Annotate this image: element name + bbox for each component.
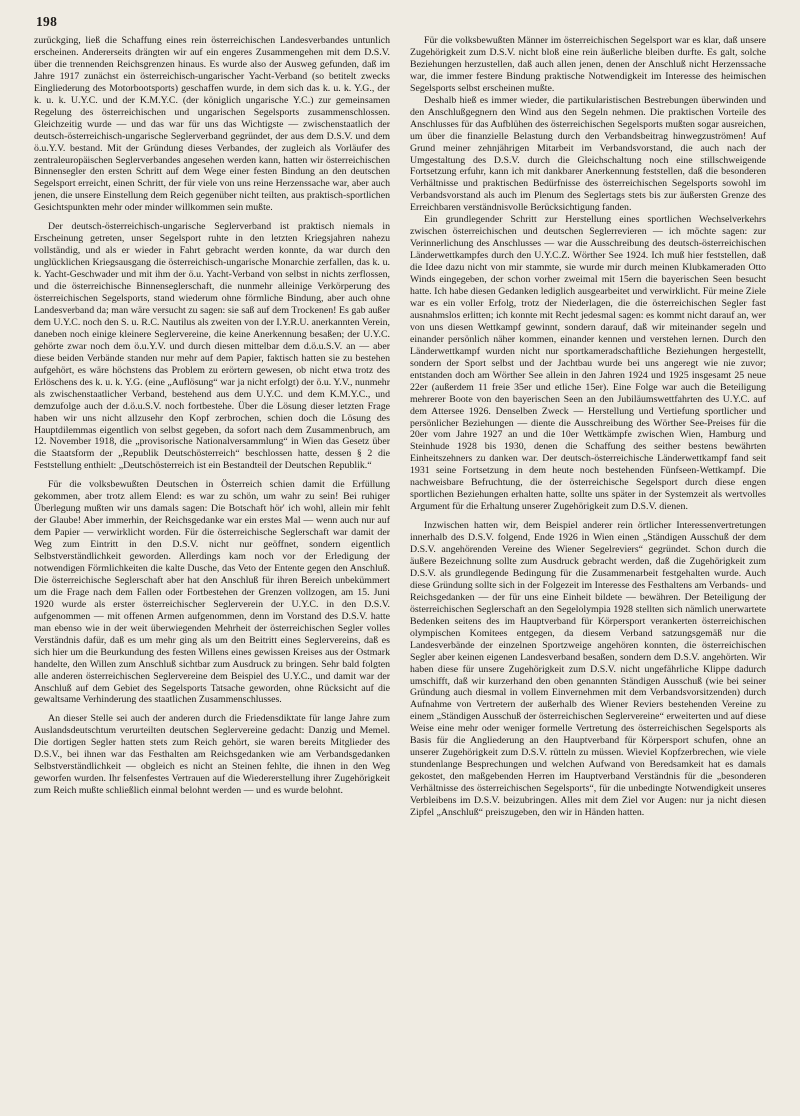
left-column [34,35,390,819]
paragraph: An dieser Stelle sei auch der anderen durch die Friedensdiktate für lange Jahre zum Auslandsdeutschtum verurteilten deutschen Seglervereine gedacht: Danzig und Memel. Die dortigen Segler hatten stets zum Reich gehört, sie waren bereits Mitglieder des D.S.V., bei ihnen war das Festhalten am Reichsgedanken wie am Verbandsgedanken Selbstverständlichkeit — obgleich es nicht an Steinen fehlte, die ihnen in den Weg geworfen wurden. Ihr felsenfestes Vertrauen auf die Wiedererstellung ihrer Zugehörigkeit zum Reich mußte schließlich einmal belohnt werden — und es wurde belohnt. [34,713,390,797]
paragraph: Ein grundlegender Schritt zur Herstellung eines sportlichen Wechselverkehrs zwischen österreichischen und deutschen Seglerrevieren — ich möchte sagen: zur Verinnerlichung des Anschlusses — war die Ausschreibung des deutsch-österreichischen Länderwettkampfes durch den U.Y.C.Z. Wörther See 1924. Ich muß hier feststellen, daß die Idee dazu nicht von mir stammte, sie wurde mir durch meinen Klubkameraden Otto Winds eingegeben, der schon vorher zweimal mit 15ern die bayerischen Seen besucht hatte. Ich habe diesen Gedanken lediglich ausgearbeitet und verwirklicht. Für meine Ziele war es ein voller Erfolg, trotz der Niederlagen, die die österreichischen Segler fast ausnahmslos erlitten; ich konnte mit Recht jedesmal sagen: es kommt nicht darauf an, wer von uns diesen Wettkampf gewinnt, sondern darauf, daß wir miteinander segeln und einander persönlich näher kommen, einander kennen und verstehen lernen. Durch den Länderwettkampf wurden nicht nur sportkameradschaftliche Beziehungen hergestellt, sondern der Sport selbst und der Jachtbau wurde bei uns angeregt wie nie zuvor; entstanden doch am Wörther See allein in den Jahren 1924 und 1925 insgesamt 25 neue 22er (außerdem 11 freie 35er und etliche 15er). Eine Folge war auch die Beteiligung mehrerer Boote von den bayerischen Seen an den Jubiläumswettfahrten des U.Y.C. auf dem Attersee 1926. Denselben Zweck — Herstellung und Vertiefung sportlicher und persönlicher Beziehungen — diente die Ausschreibung des Wörther See-Preises für die 20er vom Jahre 1927 an und die 10er Wettkämpfe zwischen Wien, Hamburg und Steinhude 1928 bis 1930, denen die Schaffung des seither bestens bewährten Einheitszehners zu danken war. Der deutsch-österreichische Länderwettkampf fand seit 1931 seine Fortsetzung in dem heute noch bestehenden Fünfseen-Wettkampf. Die nachweisbare Befruchtung, die der österreichische Segelsport durch diese engen sportlichen Beziehungen erhalten hatte, sollte uns später in der Systemzeit als wertvolles Argument für die Erhaltung unserer Zugehörigkeit zum D.S.V. dienen. [410,214,766,513]
paragraph: Deshalb hieß es immer wieder, die partikularistischen Bestrebungen überwinden und den Anschlußgegnern den Wind aus den Segeln nehmen. Die praktischen Vorteile des Anschlusses für das Aufblühen des österreichischen Segelsports mußten sogar ausreichen, um über die finanzielle Belastung durch den Verbandsbeitrag hinwegzuströmen! Auf Grund meiner zehnjährigen Mitarbeit im Verbandsvorstand, die auch nach der Umgestaltung des D.S.V. durch die Gleichschaltung noch eine stillschweigende Fortsetzung erfuhr, kann ich mit dankbarer Anerkennung feststellen, daß die besonderen Verhältnisse und praktischen Bedürfnisse des österreichischen Segelsports sowohl im Verbandsvorstand als auch im Plenum des Seglertags stets bis zur äußersten Grenze des Erreichbaren verständnisvolle Berücksichtigung fanden. [410,94,766,214]
paragraph: Für die volksbewußten Männer im österreichischen Segelsport war es klar, daß unsere Zugehörigkeit zum D.S.V. nicht bloß eine rein äußerliche bleiben durfte. Es galt, solche Beziehungen herzustellen, daß auch allen jenen, denen der Anschluß nicht Herzenssache war, die immer festere Bindung praktische Notwendigkeit im Interesse des heimischen Segelsports selbst erscheinen mußte. [410,35,766,94]
page-number: 198 [36,14,58,29]
paragraph: Der deutsch-österreichisch-ungarische Seglerverband ist praktisch niemals in Erscheinung getreten, unser Segelsport ruhte in den letzten Kriegsjahren nahezu vollständig, und als er wieder in Fahrt gebracht werden konnte, da war durch den unglücklichen Kriegsausgang die österreichisch-ungarische Monarchie zerfallen, das k. u. k. Yacht-Geschwader und mit ihm der ö.u. Yacht-Verband von selbst in nichts zerflossen, und die österreichische Binnenseglerschaft, die nunmehr alleinige Verkörperung des österreichischen Segelsports, stand wiederum ohne förmliche Bindung, aber auch ohne Landesverband da; man wäre versucht zu sagen: sie saß auf dem Trockenen! Es gab außer dem U.Y.C. noch den S. u. R.C. Nautilus als zweiten von der I.Y.R.U. anerkannten Verein, daneben noch einige kleinere Seglervereine, die keine Anerkennung besaßen; der U.Y.C. gehörte zwar noch dem ö.u.Y.V. und durch diesen mittelbar dem d.ö.u.S.V. an — aber diese beiden Verbände standen nur mehr auf dem Papier, faktisch hatten sie zu bestehen aufgehört, es wäre höchstens das Problem zu erörtern gewesen, ob nicht etwa trotz des Erlöschens des k. u. k. Y.G. (eine „Auflösung“ war ja nicht erfolgt) der ö.u. Y.V., nunmehr als zwischenstaatlicher Verband, bestehend aus dem U.Y.C. und dem K.M.Y.C., und demzufolge auch der d.ö.u.S.V. noch fortbestehe. Über die Lösung dieser letzten Frage haben wir uns nicht allzusehr den Kopf zerbrochen, schien doch die Lösung des Hauptdilemmas eigentlich von selbst gegeben, da sofort nach dem Zusammenbruch, am 12. November 1918, die „provisorische Nationalversammlung“ in Wien das Gesetz über die Staatsform der „Republik Deutschösterreich“ beschlossen hatte, dessen § 2 die Feststellung enthielt: „Deutschösterreich ist ein Bestandteil der Deutschen Republik.“ [34,221,390,472]
right-column [410,35,766,819]
paragraph: Inzwischen hatten wir, dem Beispiel anderer rein örtlicher Interessenvertretungen innerhalb des D.S.V. folgend, Ende 1926 in Wien einen „Ständigen Ausschuß der dem D.S.V. angehörenden Vereine des Wiener Segelreviers“ gegründet. Schon durch die äußere Bezeichnung sollte zum Ausdruck gebracht werden, daß die Zugehörigkeit zum D.S.V. als grundlegende Bedingung für die Zusammenarbeit festgehalten wurde. Auch diese Gründung sollte sich in der Folgezeit im Interesse des Festhaltens am Verbands- und Reichsgedanken — der für uns eine Einheit bildete — bewähren. Der Beteiligung der österreichischen Seglerschaft an den Segelolympia 1928 stellten sich nämlich unerwartete Bedenken seitens des im Hauptverband für Körpersport verankerten österreichischen olympischen Komitees entgegen, da diesem Verband satzungsgemäß nur die Landesverbände der einzelnen Sportzweige angehören konnten, die österreichischen Segler aber keinen eigenen Landesverband besaßen, sondern dem D.S.V. angehörten. Wir haben diese für unsere Zugehörigkeit zum D.S.V. nicht ungefährliche Klippe dadurch umschifft, daß wir kurzerhand den oben genannten Ständigen Ausschuß (wie bei seiner Gründung auch diesmal in vollem Einvernehmen mit dem Verbandsvorsitzenden) durch Aufnahme von Vertretern der außerhalb des Wiener Reviers bestehenden Vereine zu einem „Ständigen Ausschuß der österreichischen Seglervereine“ erweiterten und auf diese Weise eine mehr oder weniger formelle Vertretung des österreichischen Segelsports als Basis für die Angliederung an den Hauptverband für Körpersport schufen, ohne an unserer Zugehörigkeit zum D.S.V. rütteln zu müssen. Wieviel Kopfzerbrechen, wie viele stundenlange Besprechungen und welchen Aufwand von Beredsamkeit hat es damals gekostet, den maßgebenden Herren im Hauptverband Verständnis für die „besonderen Verhältnisse des österreichischen Segelsports“, für die unbedingte Notwendigkeit unseres Verbleibens im D.S.V. beizubringen. Alles mit dem Ziel vor Augen: nur ja nicht diesen Zipfel „Anschluß“ preiszugeben, den wir in Händen hatten. [410,520,766,818]
text-columns [34,35,766,819]
paragraph: zurückging, ließ die Schaffung eines rein österreichischen Landesverbandes untunlich erscheinen. Andererseits drängten wir auf ein engeres Zusammengehen mit dem D.S.V. über die trennenden Reichsgrenzen hinaus. Es wurde also der Ausweg gefunden, daß im Jahre 1917 zunächst ein österreichisch-ungarischer Yacht-Verband (so betitelt zwecks Eingliederung des Motorbootsports) geschaffen wurde, in dem sich das k. u. k. Y.G., der k. u. k. U.Y.C. und der K.M.Y.C. (der königlich ungarische Y.C.) zur gemeinsamen Regelung des österreichischen und ungarischen Segelsports zusammenschlossen. Gleichzeitig wurde — und das war für uns das Wichtigste — zwischenstaatlich der deutsch-österreichisch-ungarische Seglerverband gegründet, der aus dem D.S.V. und dem ö.u.Y.V. bestand. Mit der Gründung dieses Verbandes, der zugleich als Vorläufer des zentraleuropäischen Seglerverbandes angesehen werden kann, hatten wir österreichischen Binnensegler den ersten Schritt auf dem Wege einer festen Bindung an den deutschen Segelsport erreicht, einen Schritt, der für viele von uns reine Herzenssache war, aber auch jenen, die unsere Einstellung dem Reich gegenüber nicht teilten, aus praktisch-sportlichen Gesichtspunkten mehr oder minder willkommen sein mußte. [34,35,390,214]
paragraph: Für die volksbewußten Deutschen in Österreich schien damit die Erfüllung gekommen, aber trotz allem Elend: es war zu schön, um wahr zu sein! Bei ruhiger Überlegung mußten wir uns damals sagen: Die Botschaft hör' ich wohl, allein mir fehlt der Glaube! Aber immerhin, der Reichsgedanke war ein erstes Mal — wenn auch nur auf dem Papier — verwirklicht worden. Für die österreichische Seglerschaft war damit der Weg zum Eintritt in den D.S.V. nicht nur geöffnet, sondern eigentlich Selbstverständlichkeit geworden. Allerdings kam noch vor der Erledigung der notwendigen Förmlichkeiten die kalte Dusche, das Veto der Entente gegen den Anschluß. Die österreichische Seglerschaft aber hat den Anschluß für ihren Bereich unbekümmert um die Frage nach dem Fallen oder Fortbestehen der Grenzen vollzogen, am 15. Juni 1920 wurde als erster österreichischer Seglerverein der U.Y.C. in den D.S.V. aufgenommen — mit offenen Armen aufgenommen, denn im Vorstand des D.S.V. hatte man ebenso wie in der weit überwiegenden Mehrheit der österreichischen Segler volles Verständnis dafür, daß es um mehr ging als um den Beitritt eines Seglervereins, daß es sich hier um die Beurkundung des festen Willens eines gewissen Kreises aus der Ostmark handelte, den Willen zum Anschluß sichtbar zum Ausdruck zu bringen. Sehr bald folgten alle anderen österreichischen Seglervereine dem Beispiel des U.Y.C., und damit war der Anschluß auf dem Gebiet des Segelsports Tatsache geworden, ohne Rücksicht auf die gewaltsame Verhinderung des staatlichen Zusammenschlusses. [34,479,390,706]
